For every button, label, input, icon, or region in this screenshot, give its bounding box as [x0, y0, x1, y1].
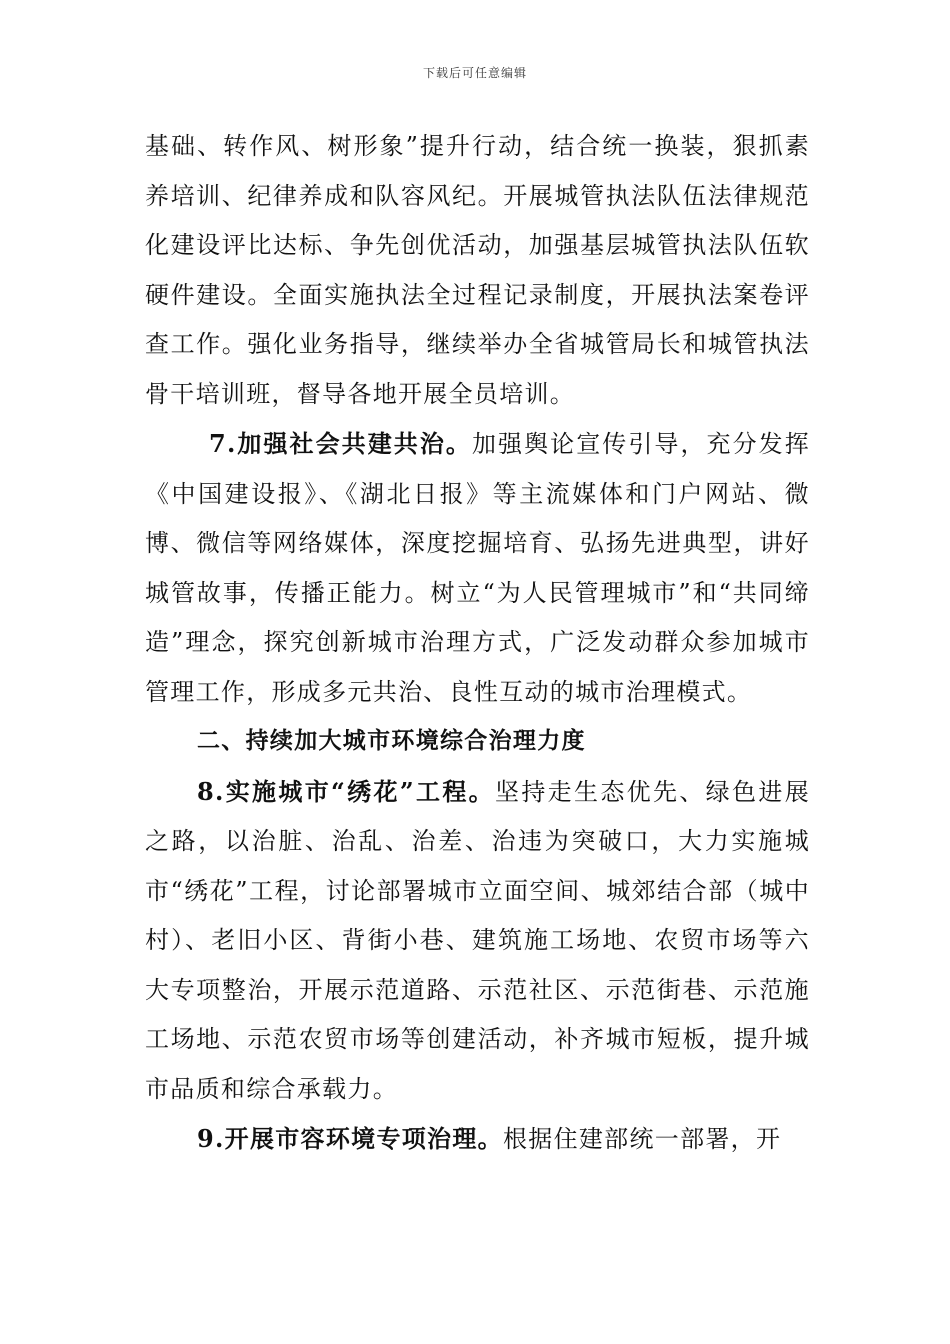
page-header: 下载后可任意编辑 [422, 66, 527, 80]
section-heading-2: 二、持续加大城市环境综合治理力度 [197, 728, 586, 754]
item-8-body: 坚持走生态优先、绿色进展之路，以治脏、治乱、治差、治违为突破口，大力实施城市“绣花”工程，讨论部署城市立面空间、城郊结合部（城中村）、老旧小区、背街小巷、建筑施工场地、农贸市场等六大专项整治，开展示范道路、示范社区、示范街巷、示范施工场地、示范农贸市场等创建活动，补齐城市短板，提升城市品质和综合承载力。 [145, 777, 810, 1103]
paragraph-item-7 [145, 419, 810, 717]
paragraph-continuation: 基础、转作风、树形象”提升行动，结合统一换装，狠抓素养培训、纪律养成和队容风纪。开展城管执法队伍法律规范化建设评比达标、争先创优活动，加强基层城管执法队伍软硬件建设。全面实施执法全过程记录制度，开展执法案卷评查工作。强化业务指导，继续举办全省城管局长和城管执法骨干培训班，督导各地开展全员培训。 [145, 132, 810, 408]
item-7-title: 7.加强社会共建共治。 [209, 429, 472, 458]
item-9-body: 根据住建部统一部署，开 [502, 1125, 782, 1153]
item-8-title: 8.实施城市“绣花”工程。 [197, 776, 495, 806]
item-9-title: 9.开展市容环境专项治理。 [197, 1124, 503, 1153]
paragraph-item-8 [145, 767, 810, 1115]
document-body [145, 122, 810, 1165]
paragraph-item-9 [145, 1114, 810, 1165]
item-7-body: 加强舆论宣传引导，充分发挥《中国建设报》、《湖北日报》等主流媒体和门户网站、微博、微信等网络媒体，深度挖掘培育、弘扬先进典型，讲好城管故事，传播正能力。树立“为人民管理城市”和“共同缔造”理念，探究创新城市治理方式，广泛发动群众参加城市管理工作，形成多元共治、良性互动的城市治理模式。 [145, 430, 810, 706]
